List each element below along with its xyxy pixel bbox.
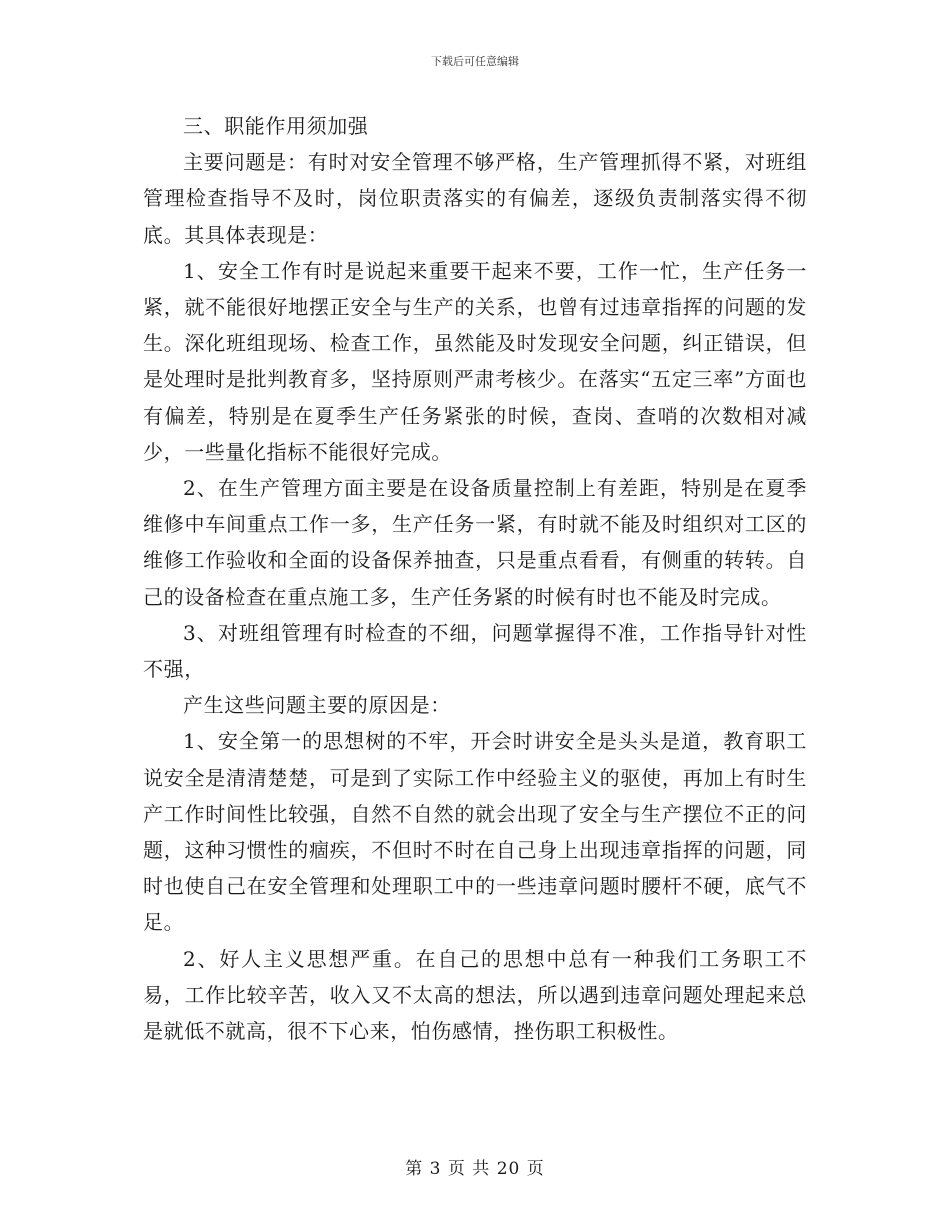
- page-header: 下载后可任意编辑: [431, 55, 519, 68]
- paragraph-main-problems: 主要问题是：有时对安全管理不够严格，生产管理抓得不紧，对班组管理检查指导不及时，岗位职责落实的有偏差，逐级负责制落实得不彻底。其具体表现是：: [143, 150, 807, 247]
- paragraph-cause-2: 2、好人主义思想严重。在自己的思想中总有一种我们工务职工不易，工作比较辛苦，收入又不太高的想法，所以遇到违章问题处理起来总是就低不就高，很不下心来，怕伤感情，挫伤职工积极性。: [143, 946, 807, 1044]
- paragraph-problem-3: 3、对班组管理有时检查的不细，问题掌握得不准，工作指导针对性不强，: [143, 620, 807, 682]
- document-body: [143, 108, 807, 1049]
- paragraph-cause-1: 1、安全第一的思想树的不牢，开会时讲安全是头头是道，教育职工说安全是清清楚楚，可是到了实际工作中经验主义的驱使，再加上有时生产工作时间性比较强，自然不自然的就会出现了安全与生产摆位不正的问题，这种习惯性的痼疾，不但时不时在自己身上出现违章指挥的问题，同时也使自己在安全管理和处理职工中的一些违章问题时腰杆不硬，底气不足。: [143, 729, 807, 935]
- paragraph-problem-1: 1、安全工作有时是说起来重要干起来不要，工作一忙，生产任务一紧，就不能很好地摆正安全与生产的关系，也曾有过违章指挥的问题的发生。深化班组现场、检查工作，虽然能及时发现安全问题，纠正错误，但是处理时是批判教育多，坚持原则严肃考核少。在落实“五定三率”方面也有偏差，特别是在夏季生产任务紧张的时候，查岗、查哨的次数相对减少，一些量化指标不能很好完成。: [143, 258, 807, 464]
- paragraph-problem-2: 2、在生产管理方面主要是在设备质量控制上有差距，特别是在夏季维修中车间重点工作一多，生产任务一紧，有时就不能及时组织对工区的维修工作验收和全面的设备保养抽查，只是重点看看，有侧重的转转。自己的设备检查在重点施工多，生产任务紧的时候有时也不能及时完成。: [143, 476, 807, 609]
- section-heading: 三、职能作用须加强: [183, 114, 369, 138]
- paragraph-causes-intro: 产生这些问题主要的原因是：: [183, 693, 451, 718]
- page-number-footer: 第 3 页 共 20 页: [405, 1159, 545, 1179]
